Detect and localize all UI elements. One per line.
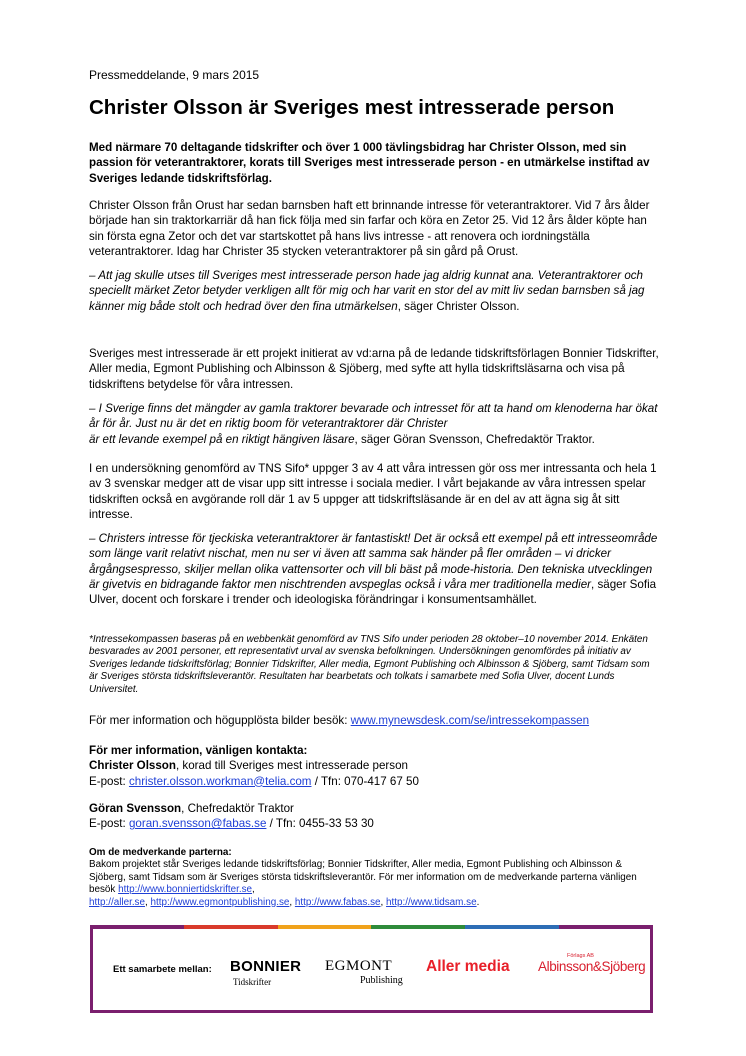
quote-sofia [89,531,659,607]
page-title: Christer Olsson är Sveriges mest intresserade person [89,96,615,119]
dateline: Pressmeddelande, 9 mars 2015 [89,68,260,82]
aller-media-logo: Aller media [426,958,510,975]
body-paragraph-2: Sveriges mest intresserade är ett projekt initierat av vd:arna på de ledande tidskriftsförlagen Bonnier Tidskrifter, Aller media, Egmont Publishing och Albinsson & Sjöberg, med syfte att hylla tidskriftsläsarna och visa på tidskriftens betydelse för våra intressen. [89,347,659,391]
contact1-email-label: E-post: [89,774,129,788]
stripe-segment [559,925,653,929]
lead-paragraph: Med närmare 70 deltagande tidskrifter och över 1 000 tävlingsbidrag har Christer Olsson, med sin passion för veterantraktorer, korats till Sveriges mest intresserade person - en utmärkelse instiftad av Sveriges ledande tidskriftsförlag. [89,141,650,185]
partners-text: Bakom projektet står Sveriges ledande tidskriftsförlag; Bonnier Tidskrifter, Aller media, Egmont Publishing och Albinsson & Sjöberg, samt Tidsam som är Sveriges största tidskriftsleverantör. För mer information om de medverkande parterna vänligen besök [89,859,637,896]
stripe-segment [278,925,372,929]
partners-banner [90,925,653,1013]
partner-link-egmont[interactable]: http://www.egmontpublishing.se [150,896,290,908]
egmont-logo: EGMONT [325,958,393,974]
quote-goran-text-b: är ett levande exempel på en riktigt hängiven läsare [89,432,355,446]
mynewsdesk-link[interactable]: www.mynewsdesk.com/se/intressekompassen [350,714,590,727]
bonnier-logo-sub: Tidskrifter [233,977,272,987]
body-paragraph-3: I en undersökning genomförd av TNS Sifo* uppger 3 av 4 att våra intressen gör oss mer intressanta och hela 1 av 3 svenskar medger att de visar upp sitt intresse i sociala medier. I vårt bejakande av våra intressen spelar tidskriften också en avgörande roll där 1 av 5 uppger att tidskriftsläsande är en del av att ägna sig åt sitt intresse. [89,462,657,521]
contact2-email-label: E-post: [89,817,129,831]
stripe-segment [184,925,278,929]
partner-link-bonnier[interactable]: http://www.bonniertidskrifter.se [118,884,253,896]
contact1-name: Christer Olsson [89,759,176,773]
contact2-name: Göran Svensson [89,802,182,815]
banner-label: Ett samarbete mellan: [113,964,212,975]
quote-christer-text: – Att jag skulle utses till Sveriges mest intresserade person hade jag aldrig kunnat ana. Veterantraktorer och speciellt märket Zetor betyder verkligen allt för mig och har varit en stor del av mitt liv sedan barnsben så jag känner mig både stolt och hedrad över den fina utmärkelsen [89,269,645,313]
contact1-email-link[interactable]: christer.olsson.workman@telia.com [128,774,312,788]
stripe-segment [90,925,184,929]
color-stripe [90,925,653,929]
egmont-logo-sub: Publishing [360,975,403,986]
quote-christer [89,268,659,314]
quote-sofia-text: – Christers intresse för tjeckiska veterantraktorer är fantastiskt! Det är också ett exempel på ett intresseområde som länge varit relativt nischat, men nu ser vi även att samma sak händer på fler områden – vi dricker årgångsespresso, skiljer mellan olika vattensorter och vill bli bäst på mode-historia. Den tekniska utvecklingen är givetvis en bidragande faktor men nischtrenden avspeglas också i våra mer traditionella medier [89,532,658,591]
partners-block: Om de medverkande parterna: Bakom projektet står Sveriges ledande tidskriftsförlag; Bonnier Tidskrifter, Aller media, Egmont Publishing och Albinsson & Sjöberg, samt Tidsam som är Sveriges största tidskriftsleverantör. För mer information om de medverkande parterna vänligen besök http://www.bonniertidskrifter.se, http://aller.se, http://www.egmontpublishing.se, http://www.fabas.se, http://www.tidsam.se. [89,847,637,908]
contact2-phone: / Tfn: 0455-33 53 30 [266,817,374,831]
quote-goran-text-a: – I Sverige finns det mängder av gamla traktorer bevarade och intresset för att ta hand om klenoderna har ökat år för år. Just nu är det en riktig boom för veterantraktorer där Christer [89,402,658,431]
quote-goran-attribution: , säger Göran Svensson, Chefredaktör Traktor. [354,432,595,446]
quote-goran [89,401,659,447]
contact2-block [89,801,659,832]
contact1-role: , korad till Sveriges mest intresserade person [175,759,408,773]
partners-heading: Om de medverkande parterna: [89,847,232,858]
stripe-segment [371,925,465,929]
albinsson-logo-sub: Förlags AB [567,953,594,959]
albinsson-sjoberg-logo: Albinsson&Sjöberg [538,959,646,974]
more-info-line [89,713,659,728]
contact-heading: För mer information, vänligen kontakta: [89,744,308,757]
quote-christer-attribution: , säger Christer Olsson. [397,299,520,313]
partner-link-aller[interactable]: http://aller.se [89,896,145,908]
contact-block [89,743,659,789]
bonnier-logo: BONNIER [230,958,302,975]
contact2-role: , Chefredaktör Traktor [181,802,294,815]
footnote: *Intressekompassen baseras på en webbenkät genomförd av TNS Sifo under perioden 28 oktober–10 november 2014. Enkäten besvarades av 2001 personer, ett representativt urval av svenska befolkningen. Undersökningen genomfördes på initiativ av Sveriges ledande tidskriftsförlag; Bonnier Tidskrifter, Aller media, Egmont Publishing och Albinsson & Sjöberg, samt Tidsam som är Sveriges största tidskriftsleverantör. Resultaten har bearbetats och tolkats i samarbete med Sofia Ulver, docent Lunds Universitet. [89,634,650,695]
partner-link-tidsam[interactable]: http://www.tidsam.se [386,896,477,908]
contact1-phone: / Tfn: 070-417 67 50 [311,774,419,788]
body-paragraph-1: Christer Olsson från Orust har sedan barnsben haft ett brinnande intresse för veterantraktorer. Vid 7 års ålder började han sin traktorkarriär då han fick följa med sin farfar och köra en Zetor 25. Vid 12 års ålder köpte han sin första egna Zetor och det var startskottet på hans livs intresse - att renovera och iordningställa veterantraktorer. Idag har Christer 35 stycken veterantraktorer på sin gård på Orust. [89,199,650,258]
quote-sofia-attribution: , säger Sofia Ulver, docent och forskare i trender och ideologiska förändringar i konsumentsamhället. [89,577,657,607]
stripe-segment [465,925,559,929]
more-info-text: För mer information och högupplösta bilder besök: [89,714,351,727]
contact2-email-link[interactable]: goran.svensson@fabas.se [128,817,267,831]
partner-link-fabas[interactable]: http://www.fabas.se [294,896,381,908]
